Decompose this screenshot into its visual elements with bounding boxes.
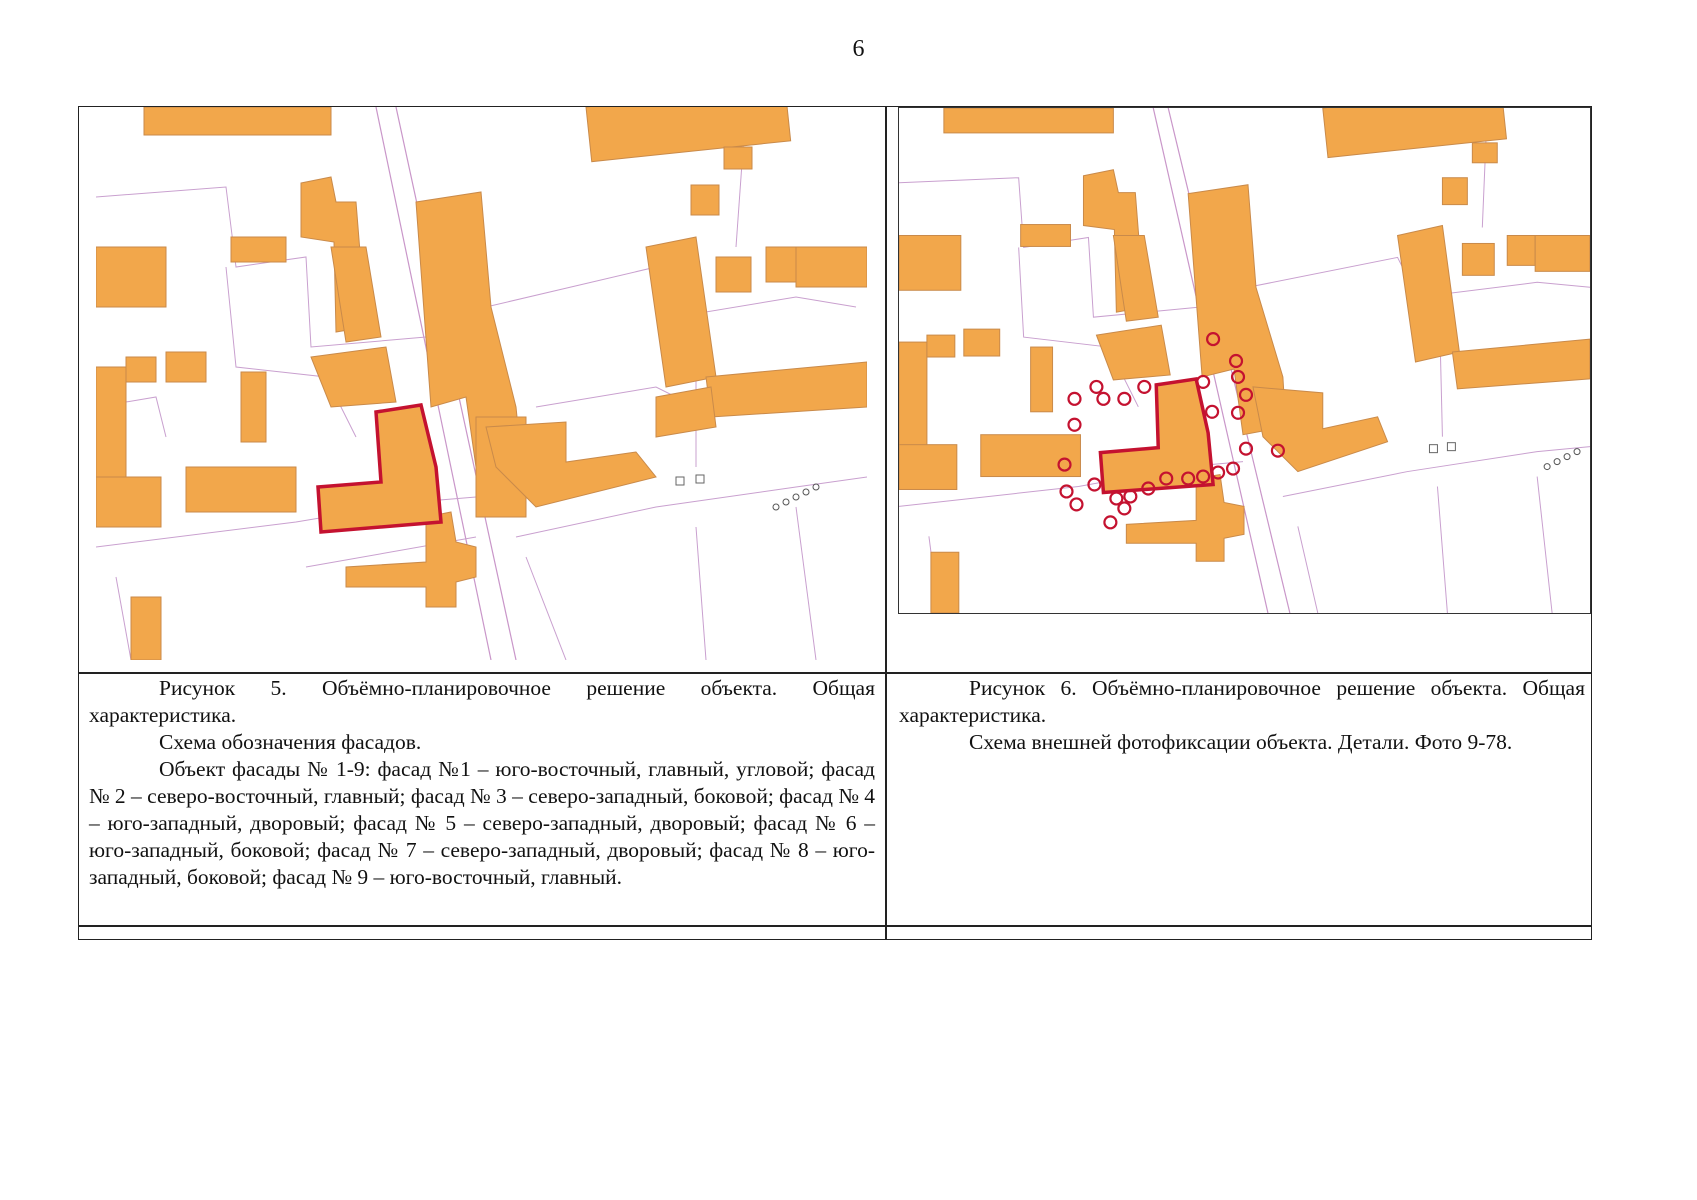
figure5-caption-facades: Объект фасады № 1-9: фасад №1 – юго-восточный, главный, угловой; фасад № 2 – северо-восточный, главный; фасад № 3 – северо-западный, боковой; фасад № 4 – юго-западный, дворовый; фасад № 5 – северо-западный, дворовый; фасад № 6 – юго-западный, боковой; фасад № 7 – северо-западный, дворовый; фасад № 8 – юго-западный, боковой; фасад № 9 – юго-восточный, главный. xyxy=(89,757,875,889)
figure6-caption-title: Рисунок 6. Объёмно-планировочное решение объекта. Общая характеристика. xyxy=(899,676,1585,727)
table-bottom-row-divider xyxy=(79,925,1591,927)
photo-fixation-map xyxy=(898,107,1591,614)
table-column-divider xyxy=(885,107,887,939)
figure5-caption-subtitle: Схема обозначения фасадов. xyxy=(159,730,422,754)
figure5-caption-title: Рисунок 5. Объёмно-планировочное решение объекта. Общая характеристика. xyxy=(89,676,875,727)
page-number: 6 xyxy=(852,36,865,62)
figure6-caption-subtitle: Схема внешней фотофиксации объекта. Детали. Фото 9-78. xyxy=(969,730,1513,754)
figure6-caption xyxy=(899,675,1585,756)
figure5-caption xyxy=(89,675,875,891)
figure-table xyxy=(78,106,1592,940)
facade-scheme-map xyxy=(96,107,867,660)
table-row-divider xyxy=(79,672,1591,674)
